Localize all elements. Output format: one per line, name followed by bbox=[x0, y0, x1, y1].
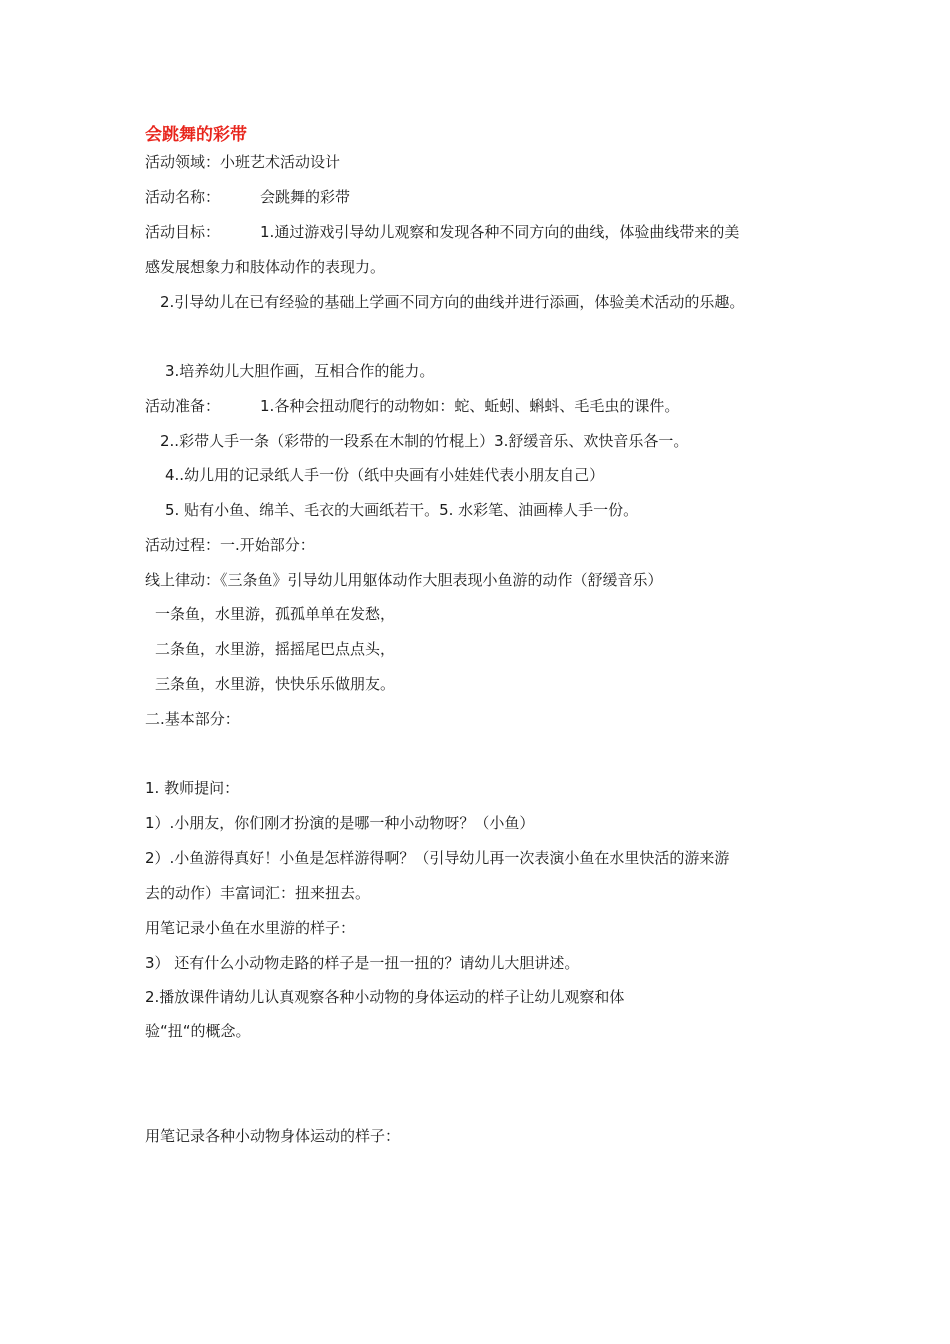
verse-1: 一条鱼，水里游，孤孤单单在发愁， bbox=[155, 605, 396, 623]
goal-3: 3.培养幼儿大胆作画，互相合作的能力。 bbox=[165, 362, 435, 380]
activity-prep-1 bbox=[145, 396, 679, 416]
rhythm-line: 线上律动：《三条鱼》引导幼儿用躯体动作大胆表现小鱼游的动作（舒缓音乐） bbox=[145, 571, 663, 589]
activity-goal-label: 活动目标： bbox=[145, 223, 221, 241]
verse-3: 三条鱼，水里游，快快乐乐做朋友。 bbox=[155, 675, 396, 693]
prep-1-text: 1.各种会扭动爬行的动物如：蛇、蚯蚓、蝌蚪、毛毛虫的课件。 bbox=[260, 397, 680, 415]
goal-2: 2.引导幼儿在已有经验的基础上学画不同方向的曲线并进行添画，体验美术活动的乐趣。 bbox=[160, 293, 745, 311]
activity-prep-label: 活动准备： bbox=[145, 397, 221, 415]
prep-5: 5. 贴有小鱼、绵羊、毛衣的大画纸若干。5. 水彩笔、油画棒人手一份。 bbox=[165, 501, 639, 519]
basic-section-heading: 二.基本部分： bbox=[145, 710, 240, 728]
activity-name-value: 会跳舞的彩带 bbox=[260, 188, 351, 206]
activity-name-label: 活动名称： bbox=[145, 188, 221, 206]
prep-4: 4..幼儿用的记录纸人手一份（纸中央画有小娃娃代表小朋友自己） bbox=[165, 466, 605, 484]
verse-2: 二条鱼，水里游，摇摇尾巴点点头， bbox=[155, 640, 396, 658]
goal-1-continuation: 感发展想象力和肢体动作的表现力。 bbox=[145, 258, 386, 276]
teacher-question-heading: 1. 教师提问： bbox=[145, 779, 240, 797]
question-2-continuation: 去的动作）丰富词汇：扭来扭去。 bbox=[145, 884, 371, 902]
activity-goal-1 bbox=[145, 222, 739, 242]
question-3: 3） 还有什么小动物走路的样子是一扭一扭的？请幼儿大胆讲述。 bbox=[145, 954, 580, 972]
record-fish: 用笔记录小鱼在水里游的样子： bbox=[145, 919, 356, 937]
record-animals: 用笔记录各种小动物身体运动的样子： bbox=[145, 1127, 401, 1145]
document-title: 会跳舞的彩带 bbox=[145, 125, 247, 145]
goal-1-text: 1.通过游戏引导幼儿观察和发现各种不同方向的曲线，体验曲线带来的美 bbox=[260, 223, 740, 241]
activity-name bbox=[145, 187, 350, 207]
question-2: 2）.小鱼游得真好！小鱼是怎样游得啊？（引导幼儿再一次表演小鱼在水里快活的游来游 bbox=[145, 849, 730, 867]
question-1: 1）.小朋友，你们刚才扮演的是哪一种小动物呀？（小鱼） bbox=[145, 814, 535, 832]
activity-domain: 活动领域：小班艺术活动设计 bbox=[145, 153, 341, 171]
play-courseware: 2.播放课件请幼儿认真观察各种小动物的身体运动的样子让幼儿观察和体 bbox=[145, 988, 625, 1006]
prep-2: 2..彩带人手一条（彩带的一段系在木制的竹棍上）3.舒缓音乐、欢快音乐各一。 bbox=[160, 432, 689, 450]
activity-process: 活动过程：一.开始部分： bbox=[145, 536, 315, 554]
play-courseware-continuation: 验“扭“的概念。 bbox=[145, 1022, 251, 1040]
